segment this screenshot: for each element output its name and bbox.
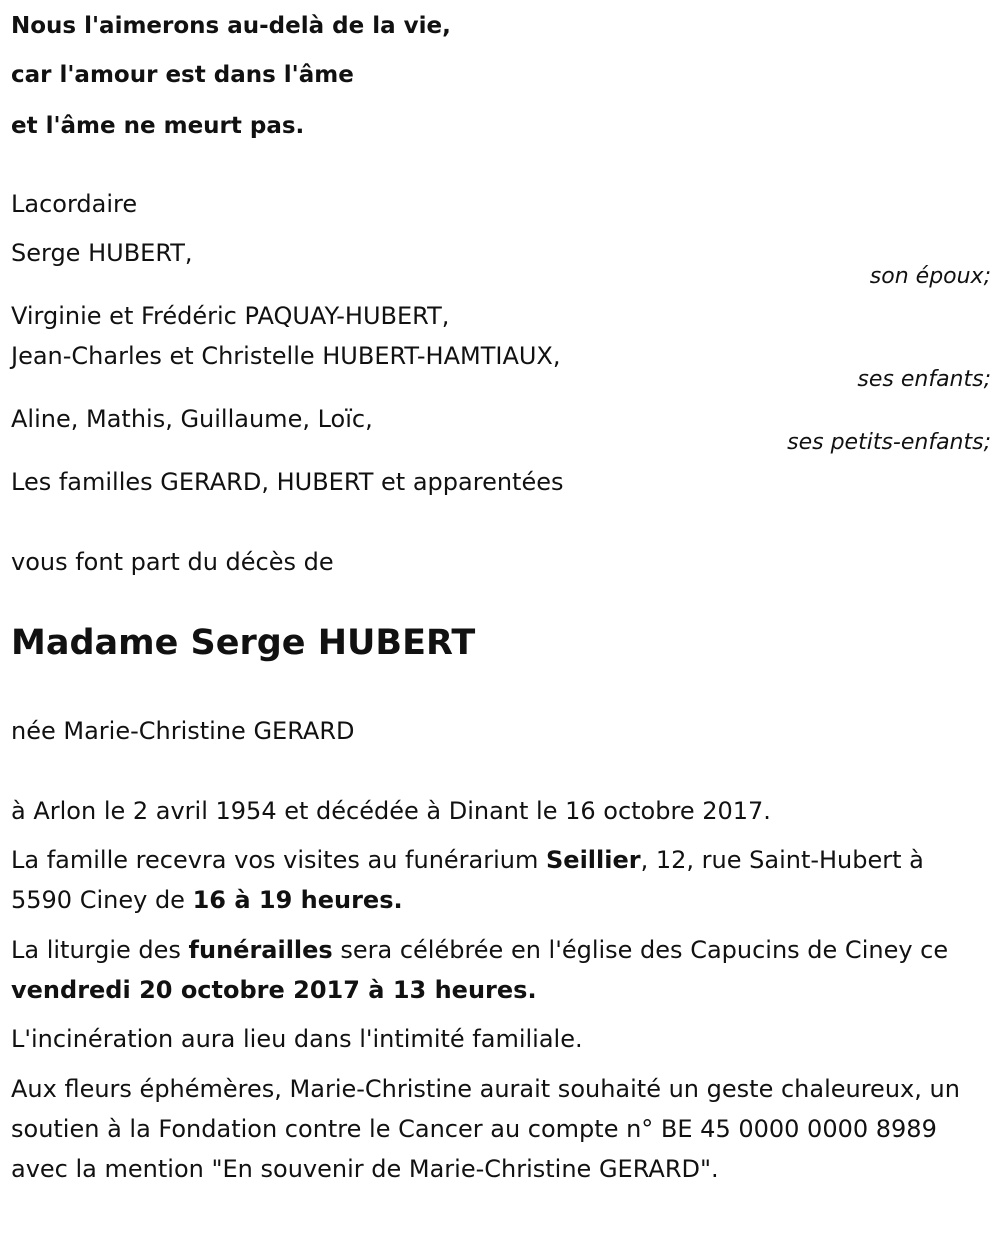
quote-line-3: et l'âme ne meurt pas.	[11, 113, 305, 139]
extended-families: Les familles GERARD, HUBERT et apparentées	[11, 468, 564, 496]
deceased-name: Madame Serge HUBERT	[11, 623, 476, 663]
life-dates: à Arlon le 2 avril 1954 et décédée à Dinant le 16 octobre 2017.	[11, 797, 771, 825]
spouse-name: Serge HUBERT,	[11, 239, 193, 267]
grandchildren: Aline, Mathis, Guillaume, Loïc,	[11, 405, 373, 433]
spouse-relation: son époux;	[869, 264, 991, 289]
quote-author: Lacordaire	[11, 190, 138, 218]
funeral-word: funérailles	[188, 936, 333, 964]
funeral-date-time: vendredi 20 octobre 2017 à 13 heures.	[11, 976, 537, 1004]
flowers-donation-info: Aux fleurs éphémères, Marie-Christine aurait souhaité un geste chaleureux, un soutien à la Fondation contre le Cancer au compte n° BE 45 0000 0000 8989 avec la mention "En souvenir de Marie-Christine GERARD".	[11, 1075, 960, 1183]
grandchildren-relation: ses petits-enfants;	[787, 430, 991, 455]
funeral-home-name: Seillier	[546, 846, 641, 874]
visitation-hours: 16 à 19 heures.	[192, 886, 403, 914]
visitation-info: La famille recevra vos visites au funérarium Seillier, 12, rue Saint-Hubert à 5590 Ciney de 16 à 19 heures.	[11, 846, 924, 914]
quote-line-2: car l'amour est dans l'âme	[11, 62, 354, 88]
birth-name: née Marie-Christine GERARD	[11, 717, 355, 745]
announcement: vous font part du décès de	[11, 548, 334, 576]
quote-line-1: Nous l'aimerons au-delà de la vie,	[11, 13, 451, 39]
child-2: Jean-Charles et Christelle HUBERT-HAMTIAUX,	[11, 342, 561, 370]
liturgy-info: La liturgie des funérailles sera célébrée en l'église des Capucins de Ciney ce vendredi 20 octobre 2017 à 13 heures.	[11, 936, 949, 1004]
cremation-info: L'incinération aura lieu dans l'intimité familiale.	[11, 1025, 583, 1053]
child-1: Virginie et Frédéric PAQUAY-HUBERT,	[11, 302, 450, 330]
children-relation: ses enfants;	[857, 367, 991, 392]
